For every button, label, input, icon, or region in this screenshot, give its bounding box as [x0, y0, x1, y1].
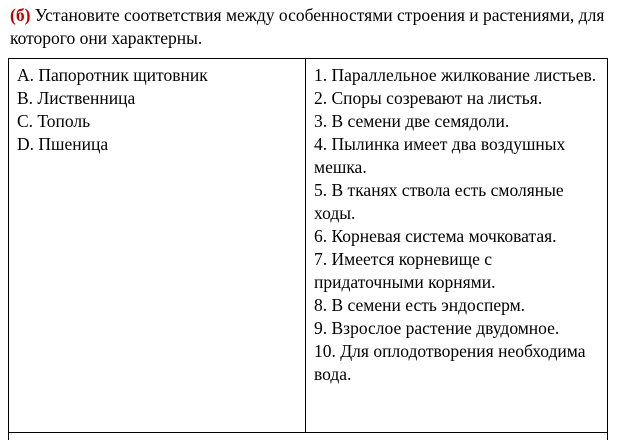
feature-item: 8. В семени есть эндосперм.: [314, 295, 526, 315]
feature-item: 7. Имеется корневище с придаточными корнями.: [314, 249, 496, 292]
feature-item: 10. Для оплодотворения необходима вода.: [314, 341, 586, 384]
plant-item: A. Папоротник щитовник: [17, 65, 208, 85]
feature-item: 1. Параллельное жилкование листьев.: [314, 65, 597, 85]
plant-item: B. Лиственница: [17, 88, 136, 108]
feature-item: 5. В тканях ствола есть смоляные ходы.: [314, 180, 564, 223]
matching-table: [8, 58, 608, 433]
feature-item: 4. Пылинка имеет два воздушных мешка.: [314, 134, 566, 177]
plant-item: C. Тополь: [17, 111, 91, 131]
feature-item: 9. Взрослое растение двудомное.: [314, 318, 560, 338]
features-column: [306, 59, 607, 432]
feature-item: 2. Споры созревают на листья.: [314, 88, 543, 108]
question-text: [10, 4, 610, 50]
plant-item: D. Пшеница: [17, 134, 109, 154]
table-continuation: [8, 433, 608, 440]
feature-item: 6. Корневая система мочковатая.: [314, 226, 557, 246]
plants-column: [9, 59, 306, 432]
question-marker: (б): [10, 5, 31, 25]
feature-item: 3. В семени две семядоли.: [314, 111, 510, 131]
question-body: Установите соответствия между особенностями строения и растениями, для которого они характерны.: [10, 5, 605, 48]
